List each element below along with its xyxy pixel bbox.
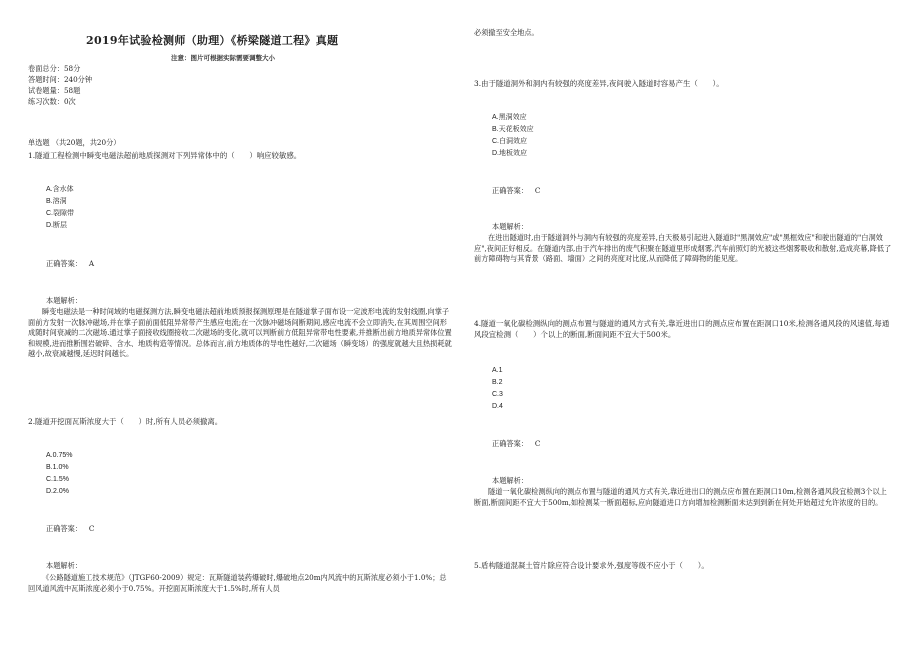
question-3-analysis: 在进出隧道时,由于隧道洞外与洞内有较强的亮度差异,白天极易引起进入隧道时"黑洞效应"或"黑框效应"和驶出隧道的"白洞效应",夜间正好相反。在隧道内部,由于汽车排出的废气积聚在隧道里形成烟雾,汽车前照灯的光被这些烟雾吸收和散射,造成亮幕,降低了前方障碍物与其背景（路面、墙面）之间的亮度对比度,从而降低了障碍物的能见度。 <box>474 233 892 263</box>
question-1-option-c[interactable]: C.裂隙带 <box>46 210 74 217</box>
question-5-stem: 5.盾构隧道混凝土管片除应符合设计要求外,强度等级不应小于（ ）。 <box>474 561 709 570</box>
answer-label: 正确答案： <box>492 439 528 448</box>
info-question-count: 试卷题量：58题 <box>28 86 81 95</box>
section-heading: 单选题 （共20题，共20分） <box>28 138 121 147</box>
answer-value: A <box>88 259 95 268</box>
question-1-option-b[interactable]: B.溶洞 <box>46 198 67 205</box>
question-2-stem: 2.隧道开挖面瓦斯浓度大于（ ）时,所有人员必须撤离。 <box>28 417 223 426</box>
question-3-option-b[interactable]: B.天花板效应 <box>492 126 534 133</box>
question-3-stem: 3.由于隧道洞外和洞内有较强的亮度差异,夜间驶入隧道时容易产生（ ）。 <box>474 79 724 88</box>
question-4-option-b[interactable]: B.2 <box>492 379 503 386</box>
question-1-analysis-label: 本题解析： <box>46 296 82 305</box>
answer-value: C <box>534 186 541 195</box>
question-1-option-a[interactable]: A.含水体 <box>46 186 74 193</box>
question-3-analysis-label: 本题解析： <box>492 222 528 231</box>
question-2-option-a[interactable]: A.0.75% <box>46 452 73 459</box>
image-note: 注意：图片可根据实际需要调整大小 <box>171 54 275 62</box>
question-2-answer <box>46 524 94 534</box>
question-4-analysis: 隧道一氧化碳检测纵向的测点布置与隧道的通风方式有关,靠近进出口的测点应布置在距洞口10m,检测各通风段宜检测3个以上断面,断面间距不宜大于500m,如检测某一断面超标,应向隧道进口方向增加检测断面未达到到新在何处开始超过允许浓度的目的。 <box>474 487 887 507</box>
answer-label: 正确答案： <box>492 186 528 195</box>
question-4-option-c[interactable]: C.3 <box>492 391 503 398</box>
question-1-option-d[interactable]: D.断层 <box>46 222 67 229</box>
question-2-option-d[interactable]: D.2.0% <box>46 488 69 495</box>
question-1-analysis: 瞬变电磁法是一种时间域的电磁探测方法,瞬变电磁法超前地质预报探测原理是在隧道掌子面布设一定波形电流的发射线圈,向掌子面前方发射一次脉冲磁场,并在掌子面前面低阻异常带产生感应电流;在一次脉冲磁场间断期间,感应电流不会立即消失,在其周围空间形成随时间衰减的二次磁场.通过掌子面接收线圈接收二次磁场的变化,就可以判断前方低阻异常带电性要素,并推断出前方地质异常体位置和规模,进而推断围岩破碎、含水、地质构造等情况。总体而言,前方地质体的导电性越好,二次磁场（瞬变场）的强度就越大且热损耗就越小,故衰减越慢,延迟时间越长。 <box>28 307 452 358</box>
question-3-option-c[interactable]: C.白洞效应 <box>492 138 527 145</box>
page-title: 2019年试验检测师（助理）《桥梁隧道工程》真题 <box>86 34 339 47</box>
question-3-option-d[interactable]: D.地板效应 <box>492 150 527 157</box>
info-total-score: 卷面总分：58分 <box>28 64 81 73</box>
info-answer-time: 答题时间：240分钟 <box>28 75 93 84</box>
question-2-option-b[interactable]: B.1.0% <box>46 464 69 471</box>
question-3-option-a[interactable]: A.黑洞效应 <box>492 114 527 121</box>
question-4-analysis-label: 本题解析： <box>492 476 528 485</box>
info-practice-count: 练习次数：0次 <box>28 97 76 106</box>
question-2-analysis-continued: 必须撤至安全地点。 <box>474 28 539 37</box>
answer-value: C <box>88 524 95 533</box>
question-4-answer <box>492 439 540 449</box>
question-1-answer <box>46 259 94 269</box>
answer-label: 正确答案： <box>46 524 82 533</box>
question-1-stem: 1.隧道工程检测中瞬变电磁法超前地质探测对下列异常体中的（ ）响应较敏感。 <box>28 151 302 160</box>
question-4-option-d[interactable]: D.4 <box>492 403 503 410</box>
question-2-analysis: 《公路隧道施工技术规范》（JTGF60-2009）规定：瓦斯隧道装药爆破时,爆破地点20m内风流中的瓦斯浓度必须小于1.0%；总回风道风流中瓦斯浓度必须小于0.75%。开挖面瓦斯浓度大于1.5%时,所有人员 <box>28 573 447 593</box>
question-4-stem: 4.隧道一氧化碳检测纵向的测点布置与隧道的通风方式有关,靠近进出口的测点应布置在距洞口10米,检测各通风段的风速值,每通风段宜检测（ ）个以上的断面,断面间距不宜大于500米。 <box>474 319 890 339</box>
answer-label: 正确答案： <box>46 259 82 268</box>
answer-value: C <box>534 439 541 448</box>
question-3-answer <box>492 186 540 196</box>
question-2-option-c[interactable]: C.1.5% <box>46 476 69 483</box>
question-4-option-a[interactable]: A.1 <box>492 367 503 374</box>
question-2-analysis-label: 本题解析： <box>46 561 82 570</box>
